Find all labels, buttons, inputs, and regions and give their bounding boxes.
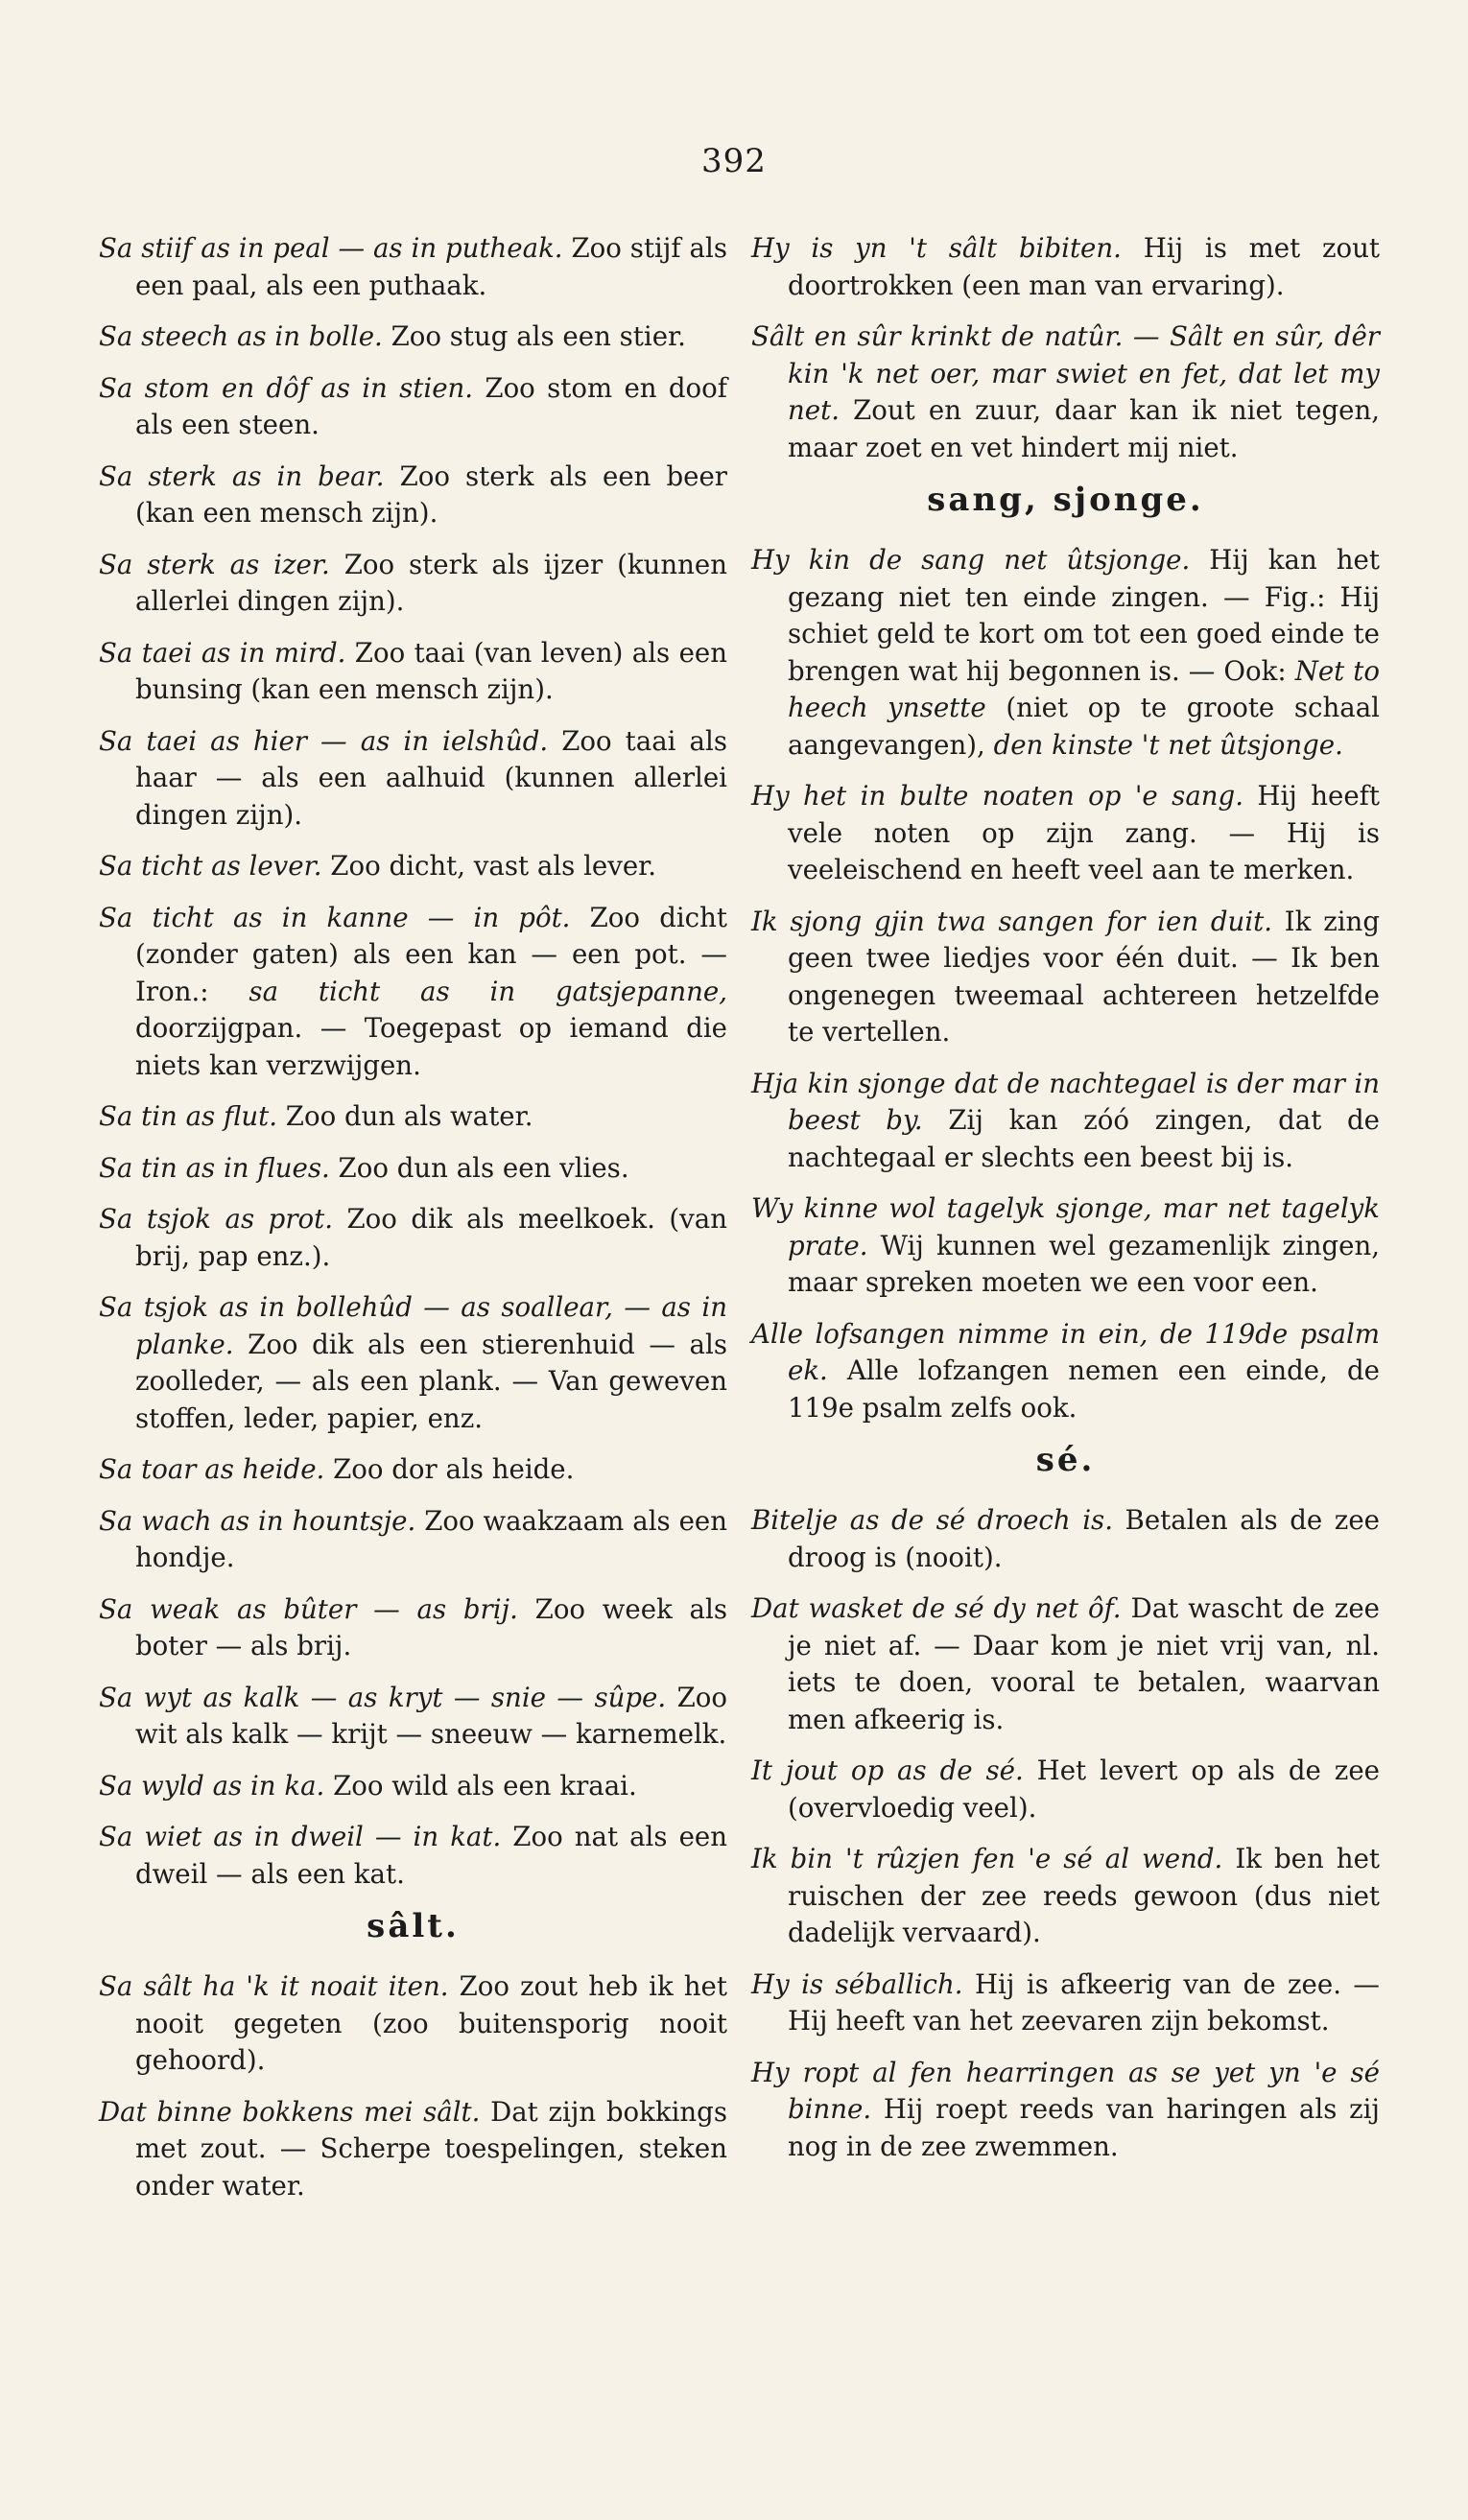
proverb-entry: [99, 370, 727, 444]
left-column: [99, 230, 727, 2219]
frisian-phrase: Sa taei as hier — as in ielshûd.: [99, 724, 549, 757]
dutch-translation: doorzijgpan. — Toegepast op iemand die niets kan verzwijgen.: [135, 1012, 727, 1081]
frisian-phrase: Sa ticht as in kanne — in pôt.: [99, 901, 571, 933]
frisian-phrase: Sa sterk as izer.: [99, 548, 330, 580]
proverb-entry: [99, 900, 727, 1085]
frisian-phrase: Ik sjong gjin twa sangen for ien duit.: [751, 905, 1273, 937]
proverb-entry: [751, 2055, 1380, 2166]
frisian-phrase: Sa ticht as lever.: [99, 850, 322, 882]
frisian-phrase: It jout op as de sé.: [751, 1755, 1024, 1786]
frisian-phrase: Hy kin de sang net ûtsjonge.: [751, 544, 1191, 576]
dutch-translation: Hij kan het gezang niet ten einde zingen. — Fig.: Hij schiet geld te kort om tot een goed einde te brengen wat hij begonnen is. — Ook:: [788, 544, 1380, 687]
proverb-entry: [99, 1591, 727, 1665]
dutch-translation: Zoo wild als een kraai.: [324, 1769, 637, 1802]
frisian-phrase: Sa steech as in bolle.: [99, 320, 383, 352]
proverb-entry: [99, 848, 727, 885]
dutch-translation: Hij is met zout doortrokken (een man van ervaring).: [788, 232, 1380, 301]
dutch-translation: Zoo dicht (zonder gaten) als een kan — een pot. — Iron.:: [135, 901, 728, 1007]
frisian-phrase: Sa wach as in hountsje.: [99, 1504, 416, 1537]
proverb-entry: [99, 1768, 727, 1805]
proverb-entry: [99, 1201, 727, 1275]
frisian-phrase: Sa wyt as kalk — as kryt — snie — sûpe.: [99, 1681, 667, 1713]
frisian-phrase: Sa toar as heide.: [99, 1453, 325, 1485]
frisian-phrase: Bitelje as de sé droech is.: [751, 1504, 1113, 1536]
proverb-entry: [751, 778, 1380, 889]
frisian-phrase: Sa tin as in flues.: [99, 1151, 330, 1184]
frisian-phrase: Dat binne bokkens mei sâlt.: [99, 2095, 481, 2128]
dutch-translation: Zij kan zóó zingen, dat de nachtegaal er slechts een beest bij is.: [788, 1104, 1380, 1173]
proverb-entry: [99, 230, 727, 304]
dutch-translation: Zoo taai (van leven) als een bunsing (kan een mensch zijn).: [135, 636, 727, 705]
dutch-translation: Het levert op als de zee (overvloedig veel).: [788, 1755, 1380, 1824]
section-heading: sé.: [1035, 1441, 1096, 1479]
dutch-translation: Zoo sterk als ijzer (kunnen allerlei dingen zijn).: [135, 548, 727, 617]
proverb-entry: [751, 1841, 1380, 1952]
dutch-translation: Betalen als de zee droog is (nooit).: [788, 1504, 1380, 1573]
dutch-translation: Zoo dun als water.: [277, 1100, 533, 1132]
section-heading: sang, sjonge.: [927, 481, 1204, 519]
proverb-entry: [751, 1590, 1380, 1738]
proverb-entry: [99, 2094, 727, 2205]
dutch-translation: Zoo wit als kalk — krijt — sneeuw — karnemelk.: [135, 1681, 727, 1750]
dutch-translation: Zoo dor als heide.: [324, 1453, 575, 1485]
proverb-entry: [99, 1451, 727, 1489]
frisian-phrase: Sâlt en sûr krinkt de natûr. — Sâlt en sûr, dêr kin 'k net oer, mar swiet en fet, dat let my net.: [751, 320, 1380, 426]
proverb-entry: [751, 542, 1380, 764]
frisian-phrase: Sa tin as flut.: [99, 1100, 278, 1132]
dutch-translation: Zout en zuur, daar kan ik niet tegen, maar zoet en vet hindert mij niet.: [788, 394, 1380, 463]
dutch-translation: Zoo week als boter — als brij.: [135, 1592, 727, 1661]
frisian-phrase: sa ticht as in gatsjepanne,: [249, 975, 727, 1007]
proverb-entry: [751, 1502, 1380, 1576]
dutch-translation: Zoo sterk als een beer (kan een mensch zijn).: [135, 459, 727, 529]
frisian-phrase: Sa taei as in mird.: [99, 636, 346, 669]
proverb-entry: [751, 1753, 1380, 1826]
frisian-phrase: Net to heech ynsette: [788, 654, 1380, 723]
frisian-phrase: Sa stiif as in peal — as in putheak.: [99, 232, 563, 264]
dutch-translation: Zoo dicht, vast als lever.: [321, 850, 657, 882]
frisian-phrase: Sa stom en dôf as in stien.: [99, 371, 474, 404]
dutch-translation: Hij heeft vele noten op zijn zang. — Hij is veeleischend en heeft veel aan te merken.: [788, 780, 1380, 885]
dutch-translation: Zoo taai als haar — als een aalhuid (kunnen allerlei dingen zijn).: [135, 724, 727, 831]
dutch-translation: Hij roept reeds van haringen als zij nog in de zee zwemmen.: [788, 2093, 1380, 2162]
proverb-entry: [751, 1190, 1380, 1302]
proverb-entry: [751, 1967, 1380, 2040]
proverb-entry: [99, 635, 727, 709]
frisian-phrase: Sa sterk as in bear.: [99, 459, 385, 492]
proverb-entry: [99, 1680, 727, 1754]
frisian-phrase: Sa wiet as in dweil — in kat.: [99, 1821, 502, 1852]
proverb-entry: [751, 318, 1380, 466]
dutch-translation: (niet op te groote schaal aangevangen),: [788, 692, 1380, 761]
frisian-phrase: Hja kin sjonge dat de nachtegael is der mar in beest by.: [751, 1067, 1380, 1136]
proverb-entry: [99, 1819, 727, 1893]
proverb-entry: [99, 1150, 727, 1188]
dutch-translation: Hij is afkeerig van de zee. — Hij heeft van het zeevaren zijn bekomst.: [788, 1967, 1381, 2037]
frisian-phrase: Dat wasket de sé dy net ôf.: [751, 1592, 1122, 1624]
dutch-translation: Zoo nat als een dweil — als een kat.: [135, 1821, 727, 1890]
frisian-phrase: den kinste 't net ûtsjonge.: [993, 728, 1343, 761]
proverb-entry: [751, 904, 1380, 1051]
frisian-phrase: Sa tsjok as prot.: [99, 1203, 333, 1235]
proverb-entry: [99, 1098, 727, 1136]
frisian-phrase: Hy ropt al fen hearringen as se yet yn 'e sé binne.: [751, 2056, 1380, 2125]
proverb-entry: [99, 1289, 727, 1437]
right-column: [751, 230, 1380, 2179]
frisian-phrase: Sa weak as bûter — as brij.: [99, 1592, 518, 1625]
proverb-entry: [99, 1968, 727, 2080]
dutch-translation: Alle lofzangen nemen een einde, de 119e psalm zelfs ook.: [788, 1354, 1380, 1424]
dutch-translation: Zoo dik als meelkoek. (van brij, pap enz.).: [135, 1203, 727, 1272]
proverb-entry: [751, 1316, 1380, 1427]
frisian-phrase: Hy is séballich.: [751, 1967, 963, 2000]
proverb-entry: [99, 723, 727, 835]
frisian-phrase: Sa wyld as in ka.: [99, 1769, 325, 1802]
frisian-phrase: Alle lofsangen nimme in ein, de 119de psalm ek.: [751, 1317, 1380, 1386]
section-heading: sâlt.: [367, 1907, 460, 1945]
proverb-entry: [99, 1503, 727, 1577]
dutch-translation: Zoo stug als een stier.: [382, 320, 686, 352]
dutch-translation: Wij kunnen wel gezamenlijk zingen, maar spreken moeten we een voor een.: [788, 1229, 1380, 1298]
proverb-entry: [751, 1066, 1380, 1177]
dutch-translation: Zoo stijf als een paal, als een puthaak.: [135, 232, 727, 301]
dutch-translation: Ik zing geen twee liedjes voor één duit. — Ik ben ongenegen tweemaal achtereen hetzelfde te vertellen.: [788, 905, 1380, 1048]
frisian-phrase: Wy kinne wol tagelyk sjonge, mar net tagelyk prate.: [751, 1192, 1380, 1261]
dutch-translation: Zoo dik als een stierenhuid — als zoolleder, — als een plank. — Van geweven stoffen, leder, papier, enz.: [135, 1328, 727, 1434]
proverb-entry: [99, 547, 727, 621]
proverb-entry: [99, 459, 727, 532]
dutch-translation: Ik ben het ruischen der zee reeds gewoon (dus niet dadelijk vervaard).: [788, 1843, 1380, 1948]
frisian-phrase: Hy is yn 't sâlt bibiten.: [751, 232, 1122, 264]
dutch-translation: Dat wascht de zee je niet af. — Daar kom je niet vrij van, nl. iets te doen, vooral te betalen, waarvan men afkeerig is.: [788, 1592, 1380, 1735]
dutch-translation: Zoo zout heb ik het nooit gegeten (zoo buitensporig nooit gehoord).: [135, 1970, 727, 2076]
frisian-phrase: Hy het in bulte noaten op 'e sang.: [751, 780, 1243, 812]
dutch-translation: Zoo dun als een vlies.: [329, 1151, 629, 1184]
page-number: 392: [701, 142, 767, 180]
frisian-phrase: Sa tsjok as in bollehûd — as soallear, — as in planke.: [99, 1291, 727, 1360]
proverb-entry: [99, 318, 727, 356]
frisian-phrase: Ik bin 't rûzjen fen 'e sé al wend.: [751, 1843, 1223, 1874]
dutch-translation: Dat zijn bokkings met zout. — Scherpe toespelingen, steken onder water.: [135, 2095, 727, 2202]
proverb-entry: [751, 230, 1380, 304]
frisian-phrase: Sa sâlt ha 'k it noait iten.: [99, 1970, 449, 2002]
dutch-translation: Zoo stom en doof als een steen.: [135, 371, 727, 440]
dutch-translation: Zoo waakzaam als een hondje.: [135, 1504, 728, 1573]
